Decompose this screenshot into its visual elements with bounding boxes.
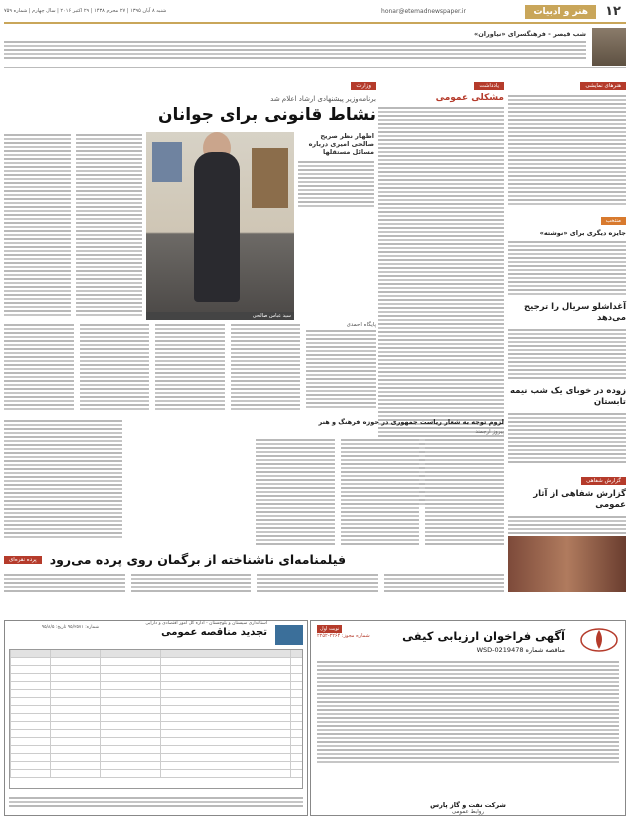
table-row <box>10 666 302 674</box>
news-brief-text-2 <box>508 157 626 207</box>
table-row <box>10 650 302 658</box>
main-text-col <box>4 132 71 320</box>
table-row <box>10 714 302 722</box>
table-row <box>10 706 302 714</box>
ad-tag: نوبت اول <box>317 625 342 633</box>
tender-ad-company: شرکت نفت و گاز پارس <box>430 801 506 809</box>
tender-ad-pr: روابط عمومی <box>451 809 485 815</box>
film-label[interactable]: پرده نقره‌ای <box>4 556 42 564</box>
page-header <box>4 4 626 24</box>
brief-headline[interactable]: جایزه دیگری برای «نوشته» <box>539 229 626 237</box>
film-text <box>4 572 504 592</box>
tender-ad-title[interactable]: آگهی فراخوان ارزیابی کیفی <box>402 629 565 643</box>
tender-ad <box>310 620 626 816</box>
tender-ad-body <box>317 659 619 769</box>
table-row <box>10 722 302 730</box>
bid-ad <box>4 620 308 816</box>
bid-table <box>9 649 303 789</box>
province-logo-icon <box>275 625 303 645</box>
main-text-col <box>4 322 74 412</box>
bid-ad-number: شماره: ۹۵/۲۵۷۱ تاریخ: ۹۵/۸/۵ <box>41 625 99 630</box>
main-photo[interactable] <box>146 132 294 314</box>
opinion-headline[interactable]: لزوم توجه به شعار ریاست جمهوری در حوزه فرهنگ و هنر <box>318 418 504 426</box>
photo-caption: سید عباس صالحی <box>146 312 294 320</box>
film-headline[interactable]: فیلمنامه‌ای ناشناخته از برگمان روی پرده می‌رود <box>49 552 347 567</box>
right-column-label[interactable]: هنرهای نمایشی <box>580 82 626 90</box>
left-text-block <box>4 418 122 546</box>
main-kicker: برنامه‌وزیر پیشنهادی ارشاد اعلام شد <box>270 95 376 103</box>
note-title[interactable]: مشکلی عمومی <box>435 93 504 103</box>
table-row <box>10 674 302 682</box>
main-text-col <box>155 322 225 412</box>
page-number: ۱۲ <box>605 4 621 19</box>
story-text-2 <box>508 411 626 467</box>
author-strip-text <box>4 39 586 65</box>
section-email[interactable]: honar@etemadnewspaper.ir <box>381 8 466 15</box>
main-headline[interactable]: نشاط قانونی برای جوانان <box>158 105 376 125</box>
main-story <box>4 72 376 414</box>
section-title[interactable]: هنر و ادبیات <box>525 5 596 19</box>
main-text-col <box>80 322 150 412</box>
table-row <box>10 746 302 754</box>
news-brief-text <box>508 93 626 157</box>
table-row <box>10 754 302 762</box>
story-text-1 <box>508 327 626 383</box>
story-headline-3[interactable]: گزارش شفاهی از آثار عمومی <box>533 489 626 510</box>
opinion-text-col <box>256 437 335 545</box>
right-bottom-photo <box>508 536 626 594</box>
quote-title[interactable]: اظهار نظر صریح صالحی امیری درباره مسائل مستقلها <box>308 132 374 156</box>
opinion-block <box>256 418 504 546</box>
table-row <box>10 698 302 706</box>
right-column <box>508 72 626 532</box>
table-row <box>10 738 302 746</box>
table-row <box>10 682 302 690</box>
note-label[interactable]: یادداشت <box>474 82 504 90</box>
oil-company-logo-icon <box>579 627 619 653</box>
opinion-text-col <box>341 437 420 545</box>
bid-ad-footer <box>9 795 303 811</box>
tender-ad-subtitle: مناقصه شماره WSD-0219478 <box>476 646 565 654</box>
byline-col <box>306 322 376 412</box>
table-row <box>10 690 302 698</box>
bid-ad-org: استانداری سیستان و بلوچستان - اداره کل امور اقتصادی و دارایی <box>145 621 267 626</box>
author-strip <box>4 28 626 68</box>
table-row <box>10 770 302 778</box>
author-photo <box>592 28 626 66</box>
byline: پایگاه احمدی <box>346 322 376 328</box>
quote-text <box>298 159 374 215</box>
opinion-author: پیروز ارجمند <box>475 429 504 435</box>
table-row <box>10 762 302 770</box>
report-label[interactable]: گزارش شفاهی <box>581 477 626 485</box>
opinion-text-col <box>425 437 504 545</box>
table-row <box>10 730 302 738</box>
main-text-col <box>231 322 301 412</box>
brief-text <box>508 239 626 299</box>
story-headline-1[interactable]: آغداشلو سریال را ترجیح می‌دهد <box>524 302 626 323</box>
main-text-col <box>76 132 143 320</box>
portrait-photo[interactable] <box>508 536 626 592</box>
main-text-columns-left <box>4 132 142 320</box>
main-text-columns-bottom <box>4 322 376 412</box>
main-story-label[interactable]: وزارت <box>351 82 376 90</box>
right-box-label[interactable]: منتخب <box>601 217 626 225</box>
table-row <box>10 658 302 666</box>
dateline: شنبه ۸ آبان ۱۳۹۵ | ۲۷ محرم ۱۴۳۸ | ۲۹ اکتبر ۲۰۱۶ | سال چهارم | شماره ۷۵۹ <box>4 8 167 14</box>
bid-ad-title[interactable]: تجدید مناقصه عمومی <box>161 627 267 638</box>
quote-box <box>298 132 374 232</box>
film-story <box>4 552 504 594</box>
ad-license: شماره مجوز: ۲۲۶۴-۲۲۵۲ <box>317 633 370 639</box>
story-headline-2[interactable]: زوده در خوبای یک شب نیمه تابستان <box>509 386 626 407</box>
author-strip-title[interactable]: شب قیصر - فرهنگسرای «نیاوران» <box>474 30 586 38</box>
